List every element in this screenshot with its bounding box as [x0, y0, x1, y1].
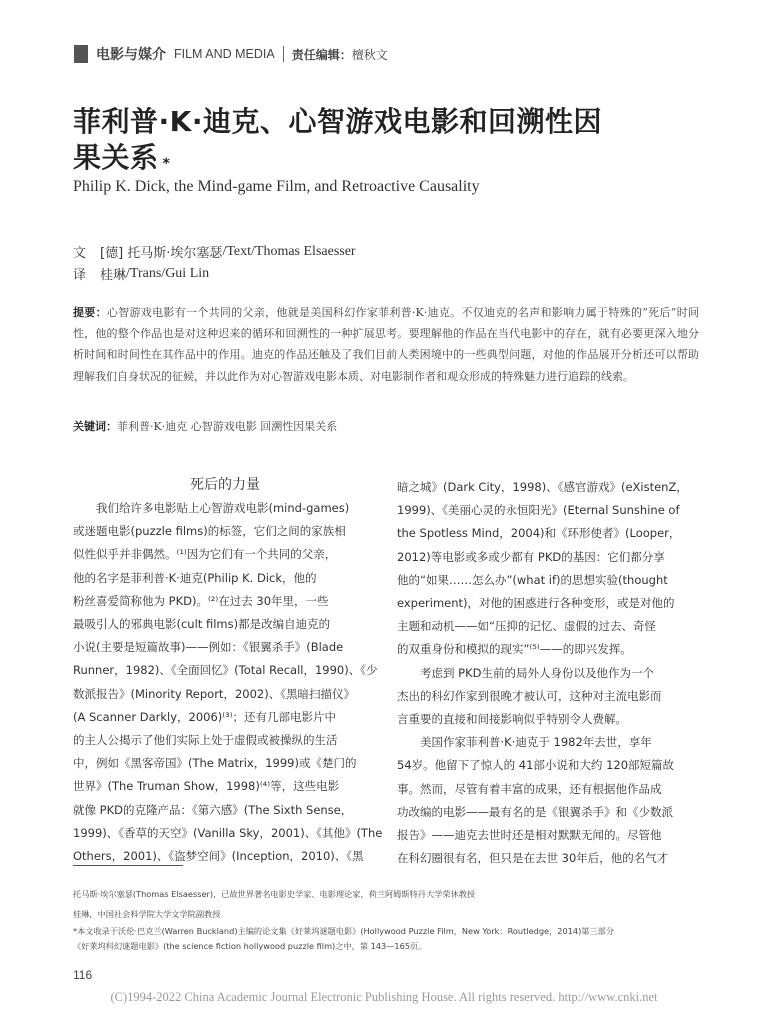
title-star: * — [162, 156, 171, 172]
title-line-1: 菲利普·K·迪克、心智游戏电影和回溯性因 — [73, 105, 602, 138]
body-line: 报告》——迪克去世时还是相对默默无闻的。尽管他 — [397, 828, 662, 843]
editor-credit: 责任编辑：檀秋文 — [291, 47, 388, 62]
body-line: 在科幻圈很有名，但只是在去世 30年后，他的名气才 — [397, 851, 669, 866]
header-square-icon — [74, 45, 88, 63]
body-line: 言重要的直接和间接影响似乎特别令人费解。 — [397, 712, 627, 727]
body-line: 粉丝喜爱简称他为 PKD)。⁽²⁾在过去 30年里，一些 — [73, 593, 329, 608]
body-line: (A Scanner Darkly，2006)⁽³⁾；还有几部电影片中 — [73, 709, 337, 724]
body-line: 的主人公揭示了他们实际上处于虚假或被操纵的生活 — [73, 733, 338, 748]
body-line: 考虑到 PKD生前的局外人身份以及他作为一个 — [420, 665, 654, 680]
translator-line — [73, 264, 209, 283]
footnote-translator: 桂琳，中国社会科学院大学文学院副教授 — [73, 909, 221, 919]
body-line: the Spotless Mind，2004)和《环形使者》(Looper， — [397, 526, 681, 541]
footnote-source-2: 《好莱坞科幻谜题电影》(the science fiction hollywood puzzle film)之中，第 143—165页。 — [73, 941, 427, 951]
header-divider — [283, 46, 284, 62]
body-line: 世界》(The Truman Show，1998)⁽⁴⁾等，这些电影 — [73, 779, 340, 794]
body-line: 中，例如《黑客帝国》(The Matrix，1999)或《楚门的 — [73, 756, 357, 771]
footnote-author: 托马斯·埃尔塞瑟(Thomas Elsaesser)，已故世界著名电影史学家、电影理论家，荷兰阿姆斯特丹大学荣休教授 — [73, 889, 476, 899]
body-line: 或迷题电影(puzzle films)的标签，它们之间的家族相 — [73, 524, 346, 539]
body-line: 似性似乎并非偶然。⁽¹⁾因为它们有一个共同的父亲， — [73, 547, 337, 562]
article-title-en: Philip K. Dick, the Mind-game Film, and Retroactive Causality — [73, 178, 480, 195]
author-label: 文 — [73, 246, 87, 261]
body-column-left — [73, 497, 383, 868]
abstract-label: 提要： — [73, 306, 107, 319]
body-line: 的双重身份和模拟的现实”⁽⁵⁾——的即兴发挥。 — [397, 642, 632, 657]
author-line — [73, 242, 356, 261]
body-line: 54岁。他留下了惊人的 41部小说和大约 120部短篇故 — [397, 758, 675, 773]
article-title — [73, 104, 703, 176]
translator-latin: /Trans/Gui Lin — [126, 265, 210, 281]
body-line: experiment)，对他的困惑进行各种变形，或是对他的 — [397, 596, 675, 611]
body-line: Runner，1982)、《全面回忆》(Total Recall，1990)、《少 — [73, 663, 378, 678]
abstract — [73, 302, 699, 387]
body-column-right — [397, 476, 695, 870]
body-line: 2012)等电影或多或少都有 PKD的基因：它们都分享 — [397, 549, 665, 564]
body-line: Others，2001)、《盗梦空间》(Inception，2010)、《黑 — [73, 849, 364, 864]
body-line: 最吸引人的邪典电影(cult films)都是改编自迪克的 — [73, 617, 331, 632]
body-line: 就像 PKD的克隆产品：《第六感》(The Sixth Sense， — [73, 802, 353, 817]
section-name-en: FILM AND MEDIA — [174, 47, 275, 61]
footnote-source-1: *本文收录于沃伦·巴克兰(Warren Buckland)主编的论文集《好莱坞谜题电影》(Hollywood Puzzle Film，New York：Routledge，2014)第三部分 — [73, 926, 615, 936]
running-header — [74, 44, 388, 64]
translator-name: 桂琳 — [100, 268, 127, 283]
body-line: 功改编的电影——最有名的是《银翼杀手》和《少数派 — [397, 804, 673, 819]
cnki-copyright: (C)1994-2022 China Academic Journal Electronic Publishing House. All rights reserved. http://www.cnki.net — [110, 990, 658, 1004]
keywords-label: 关键词： — [73, 420, 117, 433]
section-name: 电影与媒介 — [96, 47, 166, 63]
keywords-text: 菲利普·K·迪克 心智游戏电影 回溯性因果关系 — [117, 420, 338, 433]
body-line: 美国作家菲利普·K·迪克于 1982年去世，享年 — [420, 735, 652, 750]
page-number: 116 — [73, 968, 93, 982]
body-line: 1999)、《香草的天空》(Vanilla Sky，2001)、《其他》(The — [73, 825, 383, 840]
keywords — [73, 418, 337, 434]
body-line: 杰出的科幻作家到很晚才被认可，这种对主流电影而 — [397, 688, 662, 703]
title-line-2: 果关系 * — [73, 141, 171, 174]
footnote-rule — [73, 865, 183, 866]
body-line: 数派报告》(Minority Report，2002)、《黑暗扫描仪》 — [73, 686, 355, 701]
body-line: 1999)、《美丽心灵的永恒阳光》(Eternal Sunshine of — [397, 503, 680, 518]
section-heading: 死后的力量 — [190, 477, 260, 493]
body-line: 我们给许多电影贴上心智游戏电影(mind-games) — [96, 501, 350, 515]
body-line: 暗之城》(Dark City，1998)、《感官游戏》(eXistenZ， — [397, 480, 688, 494]
body-line: 他的“如果……怎么办”(what if)的思想实验(thought — [397, 572, 668, 587]
body-line: 事。然而，尽管有着丰富的成果，还有根据他作品成 — [397, 781, 662, 796]
body-line: 小说(主要是短篇故事)——例如：《银翼杀手》(Blade — [73, 640, 344, 655]
body-line: 他的名字是菲利普·K·迪克(Philip K. Dick，他的 — [73, 570, 317, 585]
abstract-text: 心智游戏电影有一个共同的父亲，他就是美国科幻作家菲利普·K·迪克。不仅迪克的名声和影响力属于特殊的“死后”时间性，他的整个作品也是对这种迟来的循环和回溯性的一种扩展思考。要理解他的作品在当代电影中的存在，就有必要更深入地分析时间和时间性在其作品中的作用。迪克的作品还触及了我们目前人类困境中的一些典型问题，对他的作品展开分析还可以帮助理解我们自身状况的征候，并以此作为对心智游戏电影本质、对电影制作者和观众形成的特殊魅力进行追踪的线索。 — [73, 306, 699, 383]
author-name: [德] 托马斯·埃尔塞瑟 — [100, 246, 223, 261]
translator-label: 译 — [73, 268, 87, 283]
author-latin: /Text/Thomas Elsaesser — [222, 243, 356, 259]
body-line: 主题和动机——如“压抑的记忆、虚假的过去、奇怪 — [397, 619, 656, 634]
